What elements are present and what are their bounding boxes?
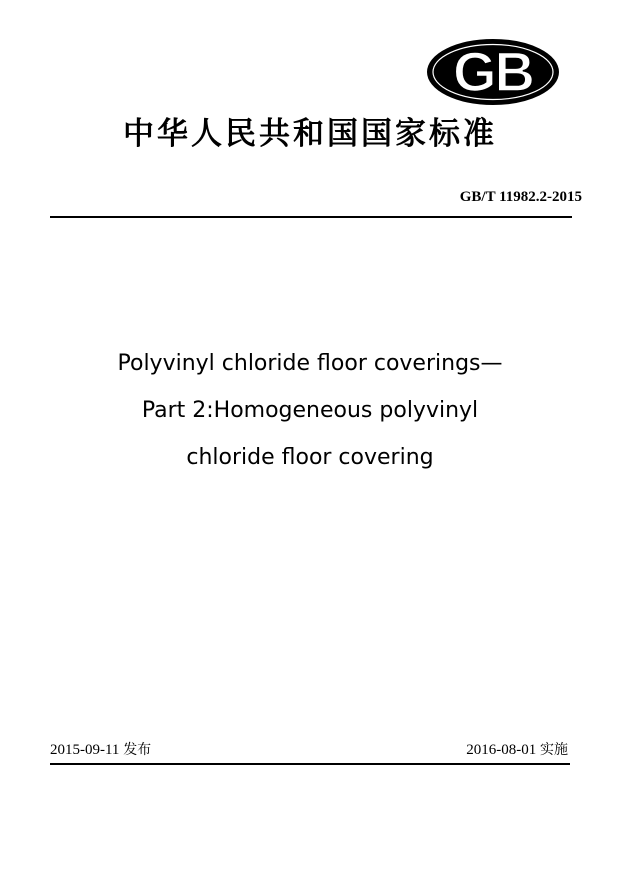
- standard-title: [0, 340, 620, 481]
- issuer-name: 中华人民共和国国家标准: [123, 116, 497, 152]
- issue-label: 发布: [123, 742, 152, 758]
- title-line-2: Part 2:Homogeneous polyvinyl: [141, 398, 479, 423]
- svg-text:GB: GB: [453, 40, 533, 103]
- implement-date-block: [466, 740, 568, 760]
- footer-divider: [50, 763, 570, 765]
- title-line-1: Polyvinyl chloride floor coverings—: [117, 351, 503, 376]
- gb-logo: [426, 38, 560, 106]
- issue-date-block: [50, 740, 151, 760]
- implement-date: 2016-08-01: [466, 742, 537, 758]
- gb-logo-graphic: [426, 38, 560, 106]
- issue-date: 2015-09-11: [50, 742, 120, 758]
- implement-label: 实施: [540, 742, 568, 758]
- title-line-3: chloride floor covering: [186, 445, 434, 470]
- standard-code: GB/T 11982.2-2015: [459, 189, 582, 205]
- header-divider: [50, 216, 572, 218]
